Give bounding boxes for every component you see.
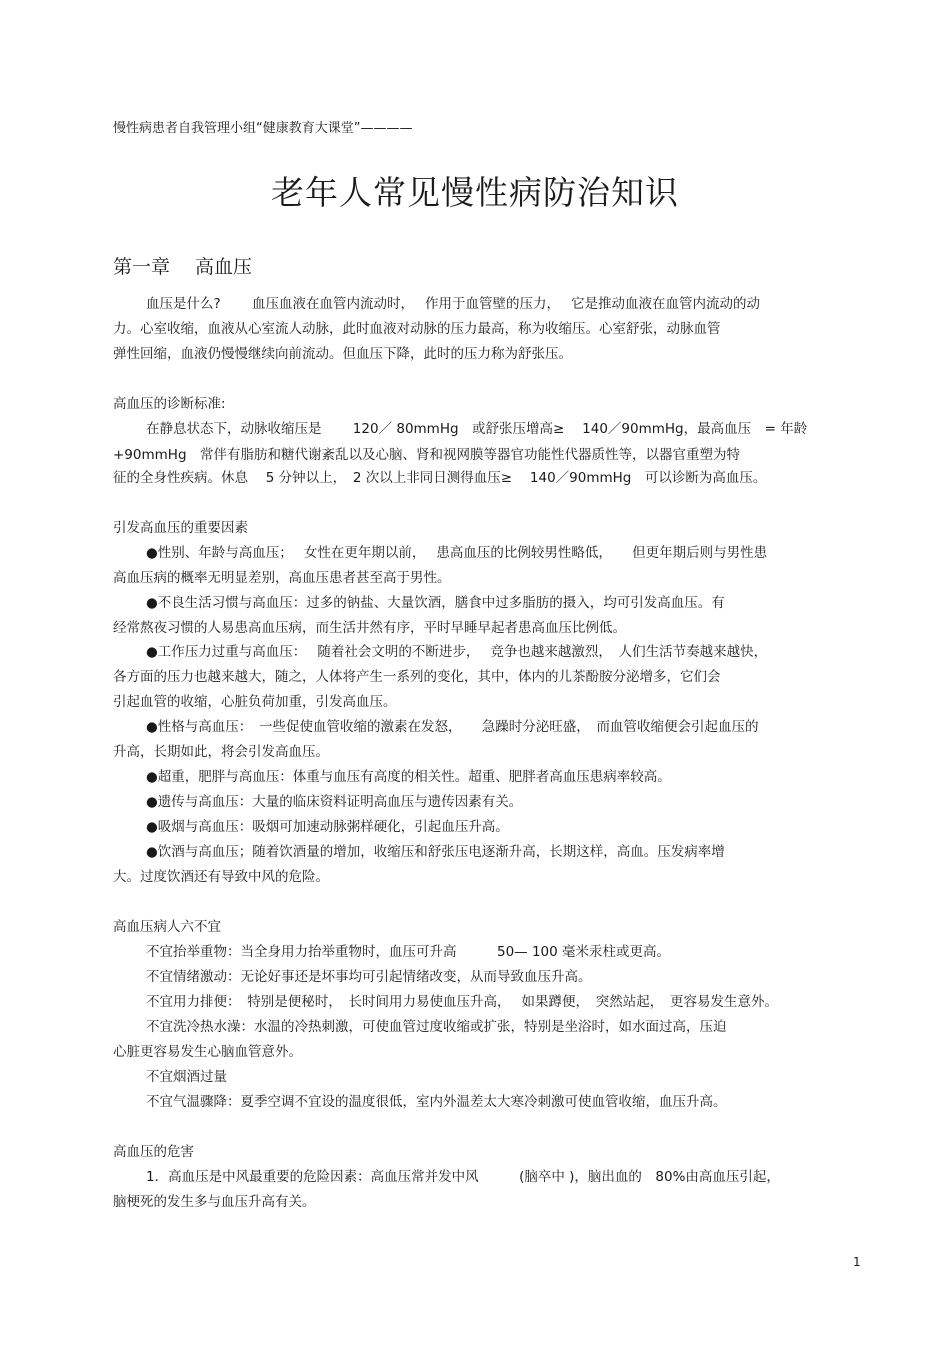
paragraph-line: 力。心室收缩，血液从心室流人动脉，此时血液对动脉的压力最高，称为收缩压。心室舒张，动脉血管 — [113, 321, 721, 337]
paragraph-line: 高血压病的概率无明显差别，高血压患者甚至高于男性。 — [113, 570, 451, 586]
bullet-line: ●性别、年龄与高血压； 女性在更年期以前， 患高血压的比例较男性略低， 但更年期后则与男性患 — [146, 545, 768, 561]
paragraph-line: 不宜情绪激动：无论好事还是坏事均可引起情绪改变，从而导致血压升高。 — [146, 969, 592, 985]
bullet-line: ●不良生活习惯与高血压：过多的钠盐、大量饮酒，膳食中过多脂肪的摄入，均可引发高血压。有 — [146, 595, 725, 611]
paragraph-line: 征的全身性疾病。休息 5 分钟以上， 2 次以上非同日测得血压≥ 140／90mmHg 可以诊断为高血压。 — [113, 470, 767, 486]
bullet-line: ●饮酒与高血压；随着饮酒量的增加，收缩压和舒张压电逐渐升高，长期这样，高血。压发病率增 — [146, 844, 725, 860]
section-heading: 高血压病人六不宜 — [113, 919, 221, 935]
paragraph-line: 升高，长期如此，将会引发高血压。 — [113, 744, 329, 760]
paragraph-line: 不宜烟酒过量 — [146, 1069, 227, 1085]
page-number: 1 — [853, 1255, 861, 1269]
paragraph-line: 心脏更容易发生心脑血管意外。 — [113, 1044, 302, 1060]
paragraph-line: 1．高血压是中风最重要的危险因素：高血压常并发中风 (脑卒中 )，脑出血的 80%由高血压引起， — [146, 1169, 780, 1185]
header-line: 慢性病患者自我管理小组“健康教育大课堂”———— — [113, 121, 413, 136]
paragraph-line: 经常熬夜习惯的人易患高血压病，而生活井然有序，平时早睡早起者患高血压比例低。 — [113, 620, 626, 636]
section-heading: 引发高血压的重要因素 — [113, 520, 248, 536]
paragraph-line: 大。过度饮酒还有导致中风的危险。 — [113, 869, 329, 885]
bullet-line: ●吸烟与高血压：吸烟可加速动脉粥样硬化，引起血压升高。 — [146, 819, 509, 835]
paragraph-line: 不宜气温骤降：夏季空调不宜设的温度很低，室内外温差太大寒冷刺激可使血管收缩，血压升高。 — [146, 1094, 727, 1110]
paragraph-line: 各方面的压力也越来越大，随之，人体将产生一系列的变化，其中，体内的儿茶酚胺分泌增多，它们会 — [113, 669, 721, 685]
bullet-line: ●性格与高血压： 一些促使血管收缩的激素在发怒， 急躁时分泌旺盛， 而血管收缩便会引起血压的 — [146, 719, 759, 735]
paragraph-line: 脑梗死的发生多与血压升高有关。 — [113, 1194, 316, 1210]
paragraph-line: 血压是什么? 血压血液在血管内流动时， 作用于血管壁的压力， 它是推动血液在血管内流动的动 — [146, 296, 761, 312]
bullet-line: ●超重，肥胖与高血压：体重与血压有高度的相关性。超重、肥胖者高血压患病率较高。 — [146, 769, 671, 785]
paragraph-line: 引起血管的收缩，心脏负荷加重，引发高血压。 — [113, 694, 397, 710]
paragraph-line: +90mmHg 常伴有脂肪和糖代谢紊乱以及心脑、肾和视网膜等器官功能性代器质性等，以器官重塑为特 — [113, 447, 741, 463]
paragraph-line: 在静息状态下，动脉收缩压是 120／ 80mmHg 或舒张压增高≥ 140／90mmHg，最高血压 = 年龄 — [146, 421, 808, 437]
paragraph-line: 不宜用力排便： 特别是便秘时， 长时间用力易使血压升高， 如果蹲便， 突然站起， 更容易发生意外。 — [146, 994, 779, 1010]
paragraph-line: 不宜洗冷热水澡：水温的冷热刺激，可使血管过度收缩或扩张，特别是坐浴时，如水面过高，压迫 — [146, 1019, 727, 1035]
chapter-heading: 第一章 高血压 — [113, 256, 253, 278]
paragraph-line: 不宜抬举重物：当全身用力抬举重物时，血压可升高 50— 100 毫米汞柱或更高。 — [146, 944, 671, 960]
section-heading: 高血压的诊断标准: — [113, 396, 226, 412]
document-title: 老年人常见慢性病防治知识 — [271, 173, 679, 212]
bullet-line: ●工作压力过重与高血压： 随着社会文明的不断进步， 竞争也越来越激烈， 人们生活节奏越来越快， — [146, 644, 768, 660]
bullet-line: ●遗传与高血压：大量的临床资料证明高血压与遗传因素有关。 — [146, 794, 523, 810]
section-heading: 高血压的危害 — [113, 1144, 194, 1160]
paragraph-line: 弹性回缩，血液仍慢慢继续向前流动。但血压下降，此时的压力称为舒张压。 — [113, 346, 572, 362]
